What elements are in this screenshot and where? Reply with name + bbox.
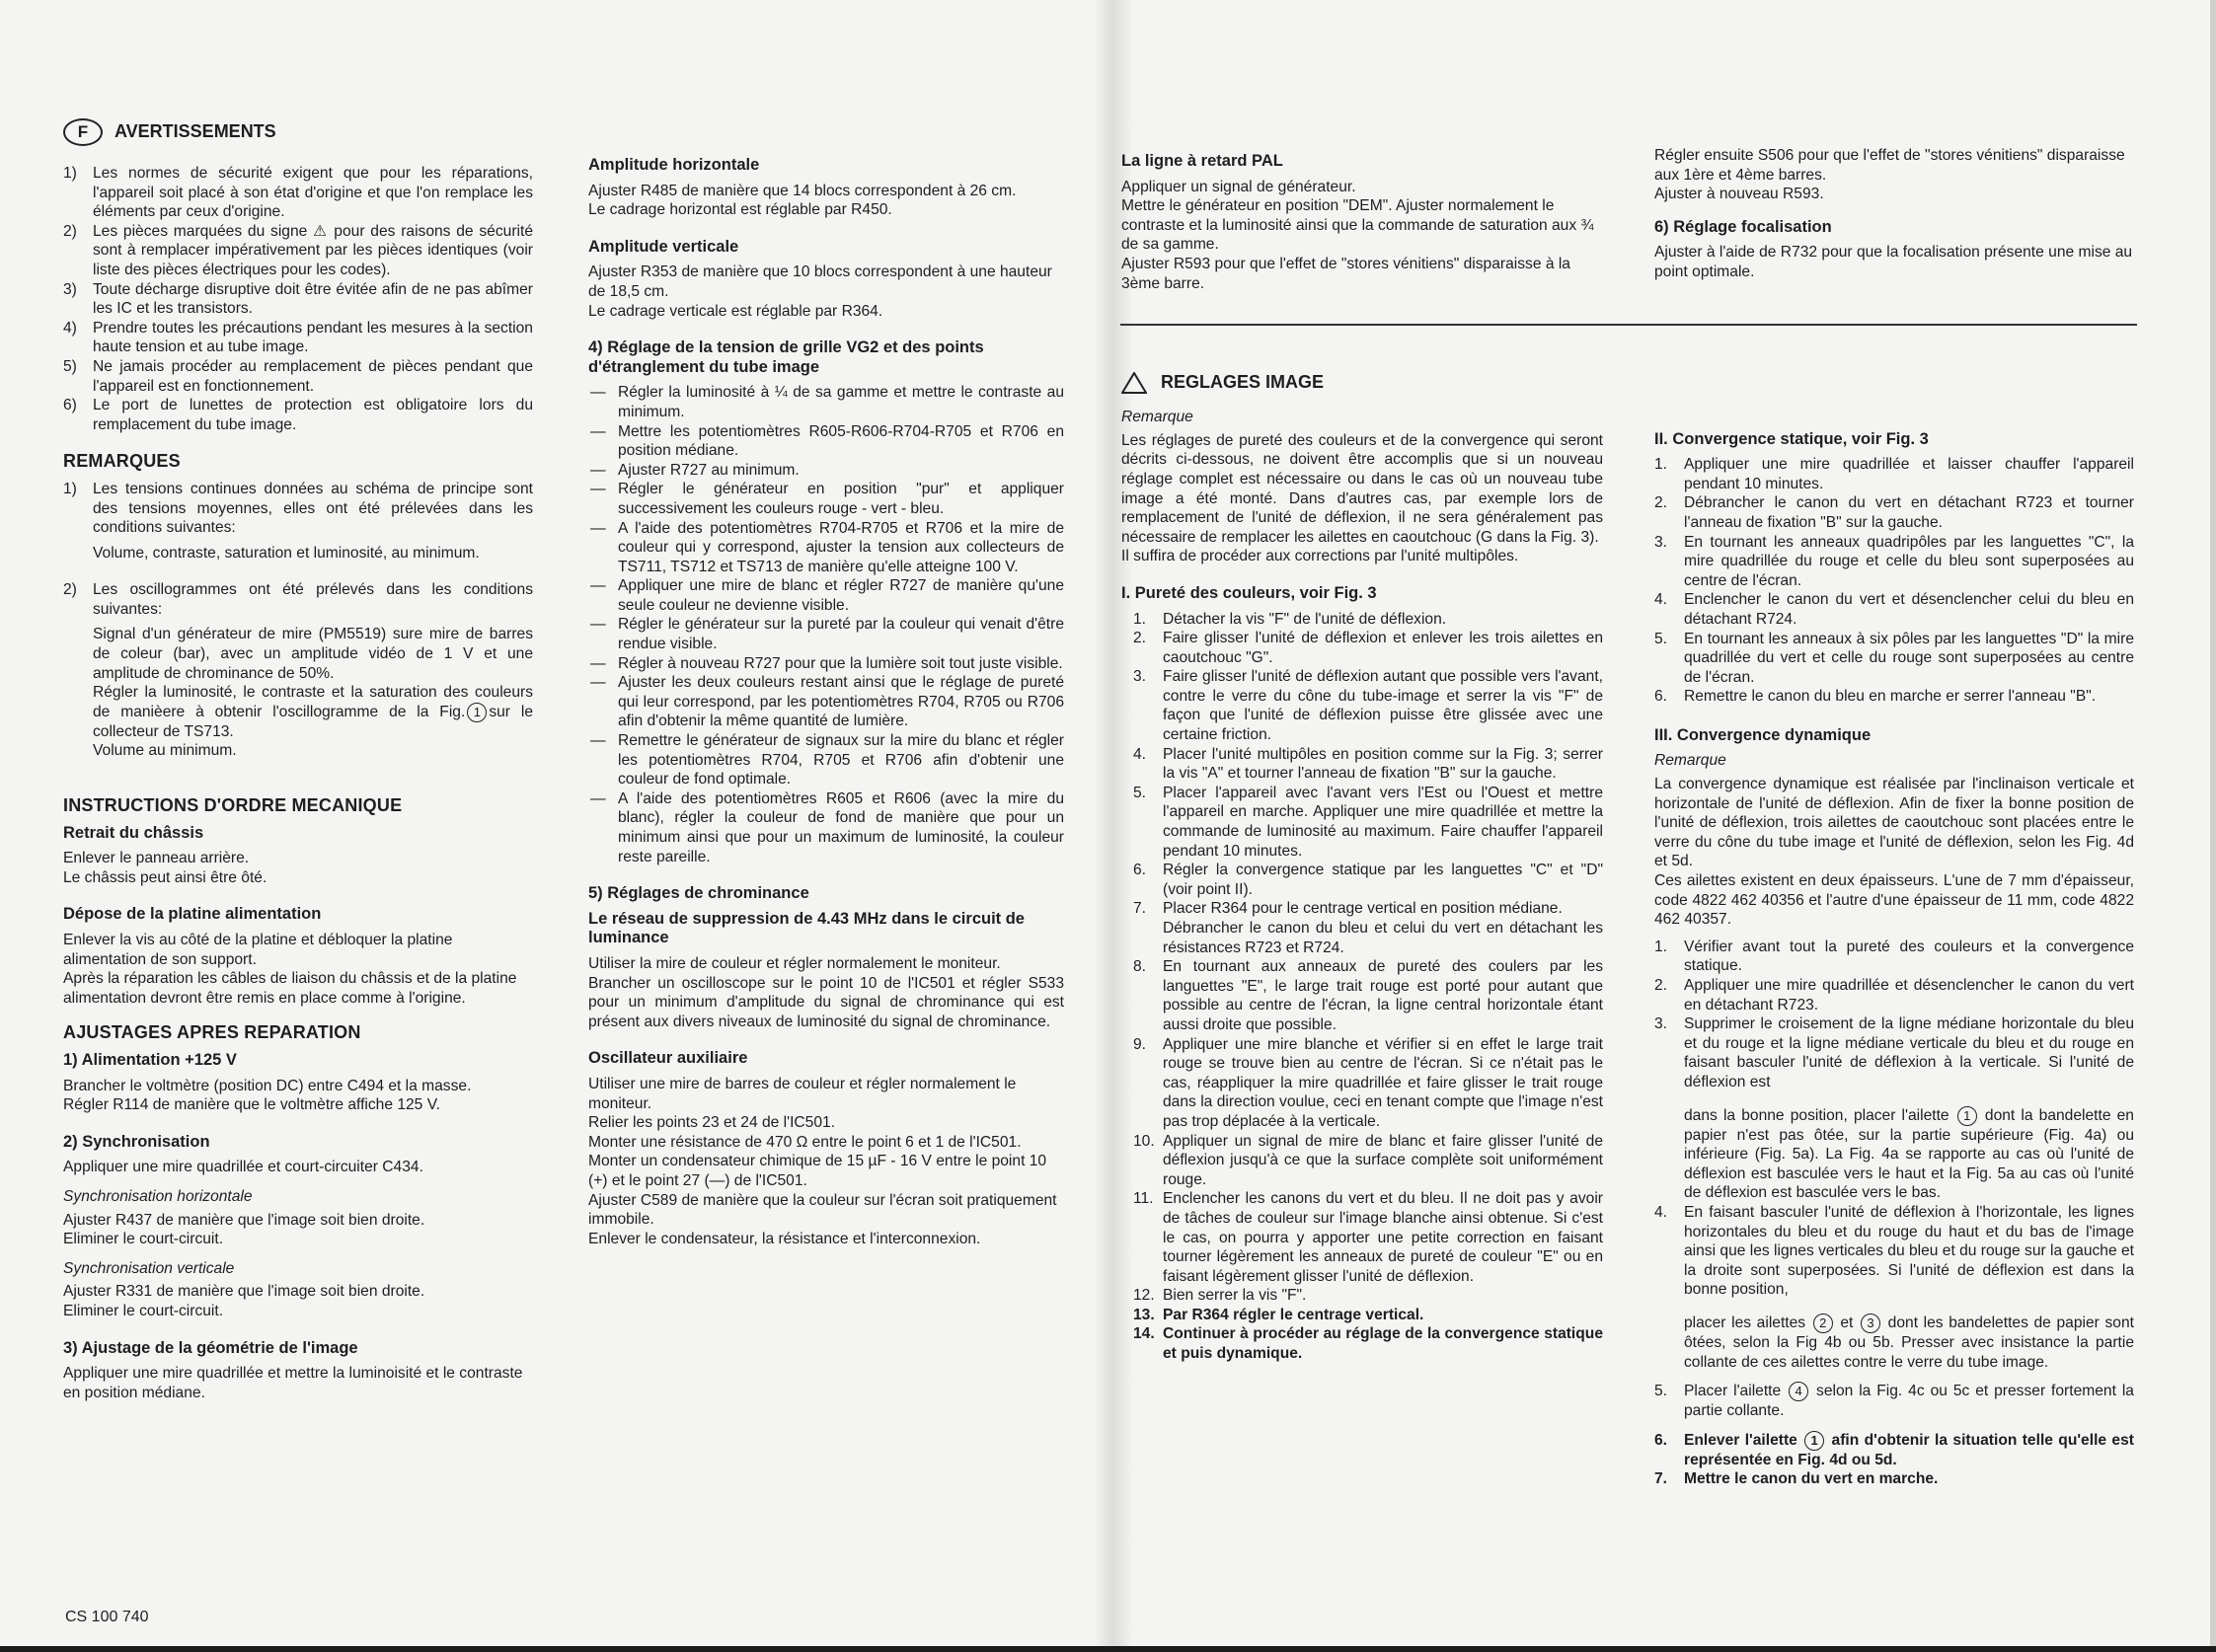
paragraph: Ajuster à l'aide de R732 pour que la focalisation présente une mise au point optimale. <box>1654 244 2133 280</box>
subsection-heading: La ligne à retard PAL <box>1121 152 1283 170</box>
list-item <box>63 580 533 761</box>
figure-marker: 1 <box>467 703 487 722</box>
item-number: 3. <box>1133 668 1147 686</box>
page-edge <box>2210 0 2216 1652</box>
list-item <box>1654 1014 2134 1203</box>
text-part: placer les ailettes <box>1684 1314 1806 1331</box>
item-number: 10. <box>1133 1132 1155 1150</box>
list-item <box>1654 455 2134 493</box>
item-text: Enclencher le canon du vert et désenclencher celui du bleu en détachant R724. <box>1684 591 2134 628</box>
list-item: — Régler à nouveau R727 pour que la lumière soit tout juste visible. <box>588 654 1064 674</box>
ailette-marker: 1 <box>1804 1431 1824 1451</box>
purity-steps-list <box>1121 610 1603 1364</box>
item-text: Prendre toutes les précautions pendant les mesures à la section haute tension et au tube image. <box>93 319 533 356</box>
vg2-steps-list <box>588 383 1064 866</box>
item-number: 5. <box>1654 1383 1668 1400</box>
item-text: Faire glisser l'unité de déflexion autant que possible vers l'avant, contre le verre du cône du tube-image et serrer la vis "F" de façon que l'unité de déflexion puisse être glissée avec une certaine friction. <box>1163 668 1603 744</box>
item-text: Placer R364 pour le centrage vertical en position médiane. Débrancher le canon du bleu et celui du vert en détachant les résistances R723 et R724. <box>1163 900 1603 956</box>
subsection-heading: II. Convergence statique, voir Fig. 3 <box>1654 429 1929 448</box>
item-number: 6. <box>1654 1431 1668 1449</box>
item-text <box>1684 1314 2134 1372</box>
note-label: Remarque <box>1121 409 1193 426</box>
item-number: 4. <box>1654 591 1668 609</box>
column-2 <box>588 156 1064 1256</box>
item-number: 2) <box>63 222 77 240</box>
item-text: Enclencher les canons du vert et du bleu. Il ne doit pas y avoir de tâches de couleur sur l'image blanche ainsi obtenue. Si c'est le cas, on pourra y apporter une petite correction en faisant tourner légèrement les anneaux de pureté de couleur "E" ou en faisant légèrement glisser l'unité de déflexion. <box>1163 1190 1603 1285</box>
item-text: Appliquer une mire blanche et vérifier si en effet le large trait rouge se trouve bien au centre de l'écran. Si ce n'était pas le cas, réappliquer la mire quadrillée et faire glisser le trait rouge dans la direction voulue, ceci en tenant compte que l'image n'est pas trop déplacée à la verticale. <box>1163 1035 1603 1130</box>
item-number: 12. <box>1133 1287 1155 1305</box>
text-part: selon la Fig. 4c ou 5c et presser fortement la partie collante. <box>1684 1383 2134 1420</box>
paragraph: Les réglages de pureté des couleurs et de la convergence qui seront décrits ci-dessous, ne doivent être accomplis que si un nouveau réglage complet est nécessaire ou dans le cas où un nouveau tube image a été monté. Dans d'autres cas, par exemple lors de remplacement de l'unité de déflexion, il ne sera généralement pas nécessaire de remplacer les ailettes en caoutchouc (G dans la Fig. 3). Il suffira de procéder aux corrections par l'unité multipôles. <box>1121 431 1603 565</box>
paragraph: Ajuster R353 de manière que 10 blocs correspondent à une hauteur de 18,5 cm. Le cadrage verticale est réglable par R364. <box>588 263 1052 320</box>
warning-triangle-icon <box>1121 372 1147 394</box>
paragraph: Ajuster R437 de manière que l'image soit bien droite. Eliminer le court-circuit. <box>63 1211 425 1248</box>
column-4 <box>1654 146 2134 1495</box>
item-number: 3) <box>63 280 77 298</box>
list-item <box>1133 899 1603 957</box>
paragraph: Régler ensuite S506 pour que l'effet de "stores vénitiens" disparaisse aux 1ère et 4ème barres. Ajuster à nouveau R593. <box>1654 147 2125 203</box>
document-code: CS 100 740 <box>65 1609 149 1625</box>
list-item: — A l'aide des potentiomètres R704-R705 et R706 et la mire de couleur qui y correspond, ajuster la tension aux collecteurs de TS711, TS712 et TS713 de manière qu'elle atteigne 100 V. <box>588 519 1064 577</box>
remark-text: Volume, contraste, saturation et luminosité, au minimum. <box>93 544 480 562</box>
item-text: Vérifier avant tout la pureté des couleurs et la convergence statique. <box>1684 938 2134 975</box>
warnings-title: AVERTISSEMENTS <box>115 120 276 141</box>
list-item <box>1654 630 2134 688</box>
subsection-heading: Amplitude horizontale <box>588 156 760 174</box>
item-number: 4. <box>1133 745 1147 763</box>
item-number: 4) <box>63 319 77 337</box>
list-item <box>1654 938 2134 976</box>
item-text: En tournant les anneaux quadripôles par les languettes "C", la mire quadrillée du rouge et celle du bleu sont superposées au centre de l'écran. <box>1684 533 2134 589</box>
ailette-marker: 2 <box>1813 1314 1833 1333</box>
item-text: Bien serrer la vis "F". <box>1163 1287 1307 1305</box>
item-text: Appliquer une mire quadrillée et laisser chauffer l'appareil pendant 10 minutes. <box>1684 456 2134 492</box>
list-item <box>1133 1189 1603 1286</box>
list-item <box>1654 533 2134 591</box>
warnings-heading <box>63 118 533 146</box>
list-item <box>63 480 533 563</box>
subsection-heading: III. Convergence dynamique <box>1654 725 1872 744</box>
remark-text: Signal d'un générateur de mire (PM5519) sure mire de barres de coleur (bar), avec un amplitude vidéo de 1 V et une amplitude de chrominance de 50%. <box>93 626 533 682</box>
list-item <box>63 396 533 434</box>
item-text: Placer l'appareil avec l'avant vers l'Est ou l'Ouest et mettre l'appareil en marche. Appliquer une mire quadrillée et mettre la commande de luminosité au maximum. Faire chauffer l'appareil pendant 10 minutes. <box>1163 784 1603 860</box>
item-text: Le port de lunettes de protection est obligatoire lors du remplacement du tube image. <box>93 397 533 433</box>
text-part: Placer l'ailette <box>1684 1383 1782 1400</box>
paragraph: Brancher le voltmètre (position DC) entre C494 et la masse. Régler R114 de manière que le voltmètre affiche 125 V. <box>63 1077 472 1114</box>
item-text: Appliquer une mire quadrillée et désenclencher le canon du vert en détachant R723. <box>1684 977 2134 1014</box>
list-item <box>1654 590 2134 629</box>
ailette-marker: 1 <box>1957 1106 1977 1126</box>
subsection-heading: Amplitude verticale <box>588 237 739 256</box>
item-number: 1) <box>63 480 77 497</box>
item-number: 2. <box>1654 494 1668 512</box>
item-number: 2. <box>1133 630 1147 647</box>
item-text: En faisant basculer l'unité de déflexion à l'horizontale, les lignes horizontales du bleu et du rouge du haut et du bas de l'image ainsi que les lignes verticales du bleu et du rouge sur la gauche et la droite sont superposées. Si l'unité de déflexion est dans la bonne position, <box>1684 1203 2134 1299</box>
item-text: Toute décharge disruptive doit être évitée afin de ne pas abîmer les IC et les transistors. <box>93 280 533 318</box>
subsection-heading: Dépose de la platine alimentation <box>63 905 322 924</box>
item-text: Continuer à procéder au réglage de la convergence statique et puis dynamique. <box>1163 1325 1603 1363</box>
item-text: Ne jamais procéder au remplacement de pièces pendant que l'appareil est en fonctionnement. <box>93 357 533 395</box>
item-number: 11. <box>1133 1190 1154 1208</box>
text-part: et <box>1840 1314 1854 1331</box>
list-item <box>1133 1035 1603 1132</box>
item-number: 6. <box>1133 862 1147 879</box>
list-item <box>1133 745 1603 784</box>
subsection-heading: Synchronisation verticale <box>63 1259 235 1277</box>
list-item: — Remettre le générateur de signaux sur la mire du blanc et régler les potentiomètres R704, R705 et R706 afin d'obtenir une couleur de fond optimale. <box>588 731 1064 789</box>
item-text <box>1684 1106 2134 1203</box>
paragraph: Appliquer un signal de générateur. Mettre le générateur en position "DEM". Ajuster normalement le contraste et la luminosité ainsi que la commande de saturation aux ¾ de sa gamme. Ajuster R593 pour que l'effet de "stores vénitiens" disparaisse à la 3ème barre. <box>1121 178 1594 292</box>
item-number: 14. <box>1133 1325 1155 1343</box>
subsection-heading: 6) Réglage focalisation <box>1654 217 1832 236</box>
ailette-marker: 3 <box>1861 1314 1880 1333</box>
subsection-heading: Retrait du châssis <box>63 823 204 842</box>
static-convergence-list <box>1654 455 2134 707</box>
column-3 <box>1121 152 1603 1370</box>
item-text: Les normes de sécurité exigent que pour les réparations, l'appareil soit placé à son état d'origine et que l'on remplace les éléments par ceux d'origine. <box>93 165 533 221</box>
paragraph: Appliquer une mire quadrillée et court-circuiter C434. <box>63 1159 423 1176</box>
list-item <box>63 319 533 357</box>
item-text: Débrancher le canon du vert en détachant R723 et tourner l'anneau de fixation "B" sur la gauche. <box>1684 494 2134 531</box>
text-part: dans la bonne position, placer l'ailette <box>1684 1106 1949 1124</box>
item-text: Faire glisser l'unité de déflexion et enlever les trois ailettes en caoutchouc "G". <box>1163 630 1603 666</box>
list-item <box>1654 1469 2134 1489</box>
list-item <box>1654 1203 2134 1372</box>
list-item: — Régler la luminosité à ¼ de sa gamme et mettre le contraste au minimum. <box>588 383 1064 421</box>
item-text: Mettre le canon du vert en marche. <box>1684 1470 1939 1488</box>
list-item: — Ajuster R727 au minimum. <box>588 461 1064 481</box>
subsection-heading: I. Pureté des couleurs, voir Fig. 3 <box>1121 583 1377 602</box>
paragraph: Enlever le panneau arrière. Le châssis peut ainsi être ôté. <box>63 850 267 886</box>
remark-text: Les oscillogrammes ont été prélevés dans les conditions suivantes: <box>93 581 533 618</box>
item-number: 1. <box>1654 456 1668 474</box>
item-text: Placer l'unité multipôles en position comme sur la Fig. 3; serrer la vis "A" et tourner l'anneau de fixation "B" sur la gauche. <box>1163 745 1603 783</box>
item-number: 3. <box>1654 533 1668 551</box>
adjustments-heading: AJUSTAGES APRES REPARATION <box>63 1022 361 1043</box>
list-item <box>1133 784 1603 861</box>
list-item <box>63 164 533 222</box>
item-number: 1) <box>63 165 77 182</box>
list-item <box>1133 629 1603 667</box>
list-item <box>63 357 533 396</box>
section-title: REGLAGES IMAGE <box>1161 371 1325 392</box>
dynamic-convergence-list <box>1654 938 2134 1489</box>
list-item <box>1654 493 2134 532</box>
remark-text-part: Régler la luminosité, le contraste et la saturation des couleurs de manièere à obtenir l'oscillogramme de la Fig. <box>93 684 533 720</box>
list-item: — Mettre les potentiomètres R605-R606-R704-R705 et R706 en position médiane. <box>588 422 1064 461</box>
item-number: 5. <box>1133 784 1147 801</box>
list-item: — Régler le générateur sur la pureté par la couleur qui venait d'être rendue visible. <box>588 615 1064 653</box>
list-item <box>1133 667 1603 744</box>
remark-text: Les tensions continues données au schéma de principe sont des tensions moyennes, elles ont été prélevées dans les conditions suivantes: <box>93 480 533 537</box>
item-number: 3. <box>1654 1015 1668 1033</box>
list-item: — Régler le générateur en position "pur" et appliquer successivement les couleurs rouge - vert - bleu. <box>588 480 1064 518</box>
list-item <box>1133 1306 1603 1325</box>
paragraph: Utiliser une mire de barres de couleur et régler normalement le moniteur. Relier les points 23 et 24 de l'IC501. Monter une résistance de 470 Ω entre le point 6 et 1 de l'IC501. Monter un condensateur chimique de 15 µF - 16 V entre le point 10 (+) et le point 27 (—) de l'IC501. Ajuster C589 de manière que la couleur sur l'écran soit pratiquement immobile. Enlever le condensateur, la résistance et l'interconnexion. <box>588 1075 1057 1247</box>
remarks-list <box>63 480 533 761</box>
list-item: — A l'aide des potentiomètres R605 et R606 (avec la mire du blanc), régler la couleur de fond de manière que pour un minimum ainsi que pour un maximum de luminosité, la couleur reste pareille. <box>588 789 1064 866</box>
subsection-heading: 3) Ajustage de la géométrie de l'image <box>63 1338 358 1357</box>
list-item <box>1654 1382 2134 1421</box>
item-number: 9. <box>1133 1035 1147 1053</box>
list-item <box>1133 610 1603 630</box>
item-number: 2. <box>1654 977 1668 994</box>
item-text: Remettre le canon du bleu en marche er serrer l'anneau "B". <box>1684 688 2097 706</box>
list-item <box>1133 1132 1603 1190</box>
list-item <box>63 280 533 319</box>
remarks-heading: REMARQUES <box>63 451 181 472</box>
item-text: Détacher la vis "F" de l'unité de déflexion. <box>1163 610 1447 628</box>
remark-text-part: sur le collecteur de TS713. <box>93 703 533 740</box>
item-text: Appliquer un signal de mire de blanc et faire glisser l'unité de déflexion jusqu'à ce que la surface complète soit uniformément rouge. <box>1163 1132 1603 1188</box>
column-1 <box>63 118 533 1410</box>
subsection-heading: 5) Réglages de chrominance <box>588 884 809 903</box>
item-text: En tournant aux anneaux de pureté des coulers par les languettes "E", le large trait rouge est porté pour autant que possible au centre de l'écran, la ligne central horizontale étant aussi droite que possible. <box>1163 958 1603 1033</box>
item-text: Supprimer le croisement de la ligne médiane horizontale du bleu et du rouge et la ligne médiane verticale du bleu et du rouge en faisant basculer l'unité de déflexion à la verticale. Si l'unité de déflexion est <box>1684 1015 2134 1090</box>
item-number: 1. <box>1654 938 1668 955</box>
item-text: En tournant les anneaux à six pôles par les languettes "D" la mire quadrillée du vert et celle du rouge sont superposées au centre de l'écran. <box>1684 630 2134 686</box>
list-item: — Ajuster les deux couleurs restant ainsi que le réglage de pureté qui leur correspond, par les potentiomètres R704, R705 ou R706 afin d'obtenir la même quantité de lumière. <box>588 673 1064 731</box>
ailette-marker: 4 <box>1789 1382 1808 1401</box>
item-number: 5) <box>63 357 77 375</box>
text-part: dont les bandelettes de papier sont ôtées, selon la Fig 4b ou 5b. Presser avec insistance la partie collante de ces ailettes contre le verre du tube image. <box>1684 1314 2134 1371</box>
item-number: 1. <box>1133 610 1147 628</box>
list-item <box>1133 1324 1603 1363</box>
item-number: 2) <box>63 581 77 599</box>
warnings-list <box>63 164 533 434</box>
item-text: Les pièces marquées du signe ⚠ pour des raisons de sécurité sont à remplacer impérativement par les pièces identiques (voir liste des pièces électriques pour les codes). <box>93 222 533 278</box>
remark-text: Volume au minimum. <box>93 742 237 760</box>
paragraph: Enlever la vis au côté de la platine et débloquer la platine alimentation de son support. Après la réparation les câbles de liaison du châssis et de la platine alimentation devront être remis en place comme à l'origine. <box>63 932 517 1007</box>
item-number: 7. <box>1133 900 1147 918</box>
item-number: 4. <box>1654 1203 1668 1221</box>
remark-text <box>93 683 533 741</box>
text-part: Enlever l'ailette <box>1684 1431 1797 1449</box>
item-number: 6) <box>63 397 77 414</box>
list-item <box>1654 976 2134 1014</box>
subsection-heading: Oscillateur auxiliaire <box>588 1049 748 1068</box>
subsection-heading: 1) Alimentation +125 V <box>63 1050 237 1069</box>
paragraph: Utiliser la mire de couleur et régler normalement le moniteur. Brancher un oscilloscope sur le point 10 de l'IC501 et régler S533 pour un minimum d'amplitude du signal de chrominance qui est présent aux divers niveaux de luminosité du signal de chrominance. <box>588 954 1064 1030</box>
language-badge: F <box>63 118 103 146</box>
paragraph: La convergence dynamique est réalisée par l'inclinaison verticale et horizontale de l'unité de déflexion. Afin de fixer la bonne position de l'unité de déflexion, trois ailettes de caoutchouc sont placées entre le verre du cône du tube image et l'unité de déflexion, selon les Fig. 4d et 5d. Ces ailettes existent en deux épaisseurs. L'une de 7 mm d'épaisseur, code 4822 462 40356 et l'autre d'une épaisseur de 11 mm, code 4822 462 40357. <box>1654 776 2134 929</box>
item-number: 6. <box>1654 688 1668 706</box>
subsection-heading: Synchronisation horizontale <box>63 1187 253 1205</box>
paragraph: Appliquer une mire quadrillée et mettre la luminoisité et le contraste en position médiane. <box>63 1365 523 1401</box>
text-part: dont la bandelette en papier n'est pas ôtée, sur la partie supérieure (Fig. 4a) ou inférieure (Fig. 5a). La Fig. 4a se rapporte au cas où l'unité de déflexion est basculée vers le haut et la Fig. 5a au cas où l'unité de déflexion est basculée vers le bas. <box>1684 1106 2134 1202</box>
list-item <box>1133 1286 1603 1306</box>
subsection-heading: 4) Réglage de la tension de grille VG2 et des points d'étranglement du tube image <box>588 338 984 376</box>
list-item <box>1133 957 1603 1034</box>
paragraph: Ajuster R485 de manière que 14 blocs correspondent à 26 cm. Le cadrage horizontal est réglable par R450. <box>588 182 1017 219</box>
list-item <box>1654 1431 2134 1470</box>
item-number: 13. <box>1133 1306 1155 1323</box>
item-text: Par R364 régler le centrage vertical. <box>1163 1306 1424 1323</box>
paragraph: Ajuster R331 de manière que l'image soit bien droite. Eliminer le court-circuit. <box>63 1283 425 1319</box>
item-number: 8. <box>1133 958 1147 976</box>
item-number: 7. <box>1654 1470 1668 1488</box>
list-item <box>1133 861 1603 899</box>
image-settings-heading <box>1121 372 1603 394</box>
mechanical-heading: INSTRUCTIONS D'ORDRE MECANIQUE <box>63 795 403 816</box>
list-item <box>63 222 533 280</box>
list-item: — Appliquer une mire de blanc et régler R727 de manière qu'une seule couleur ne devienne visible. <box>588 576 1064 615</box>
subsection-heading: Le réseau de suppression de 4.43 MHz dans le circuit de luminance <box>588 909 1025 947</box>
scan-edge <box>0 1646 2216 1652</box>
item-text: Régler la convergence statique par les languettes "C" et "D" (voir point II). <box>1163 862 1603 898</box>
text-part: afin d'obtenir la situation telle qu'elle est représentée en Fig. 4d ou 5d. <box>1684 1431 2134 1468</box>
subsection-heading: 2) Synchronisation <box>63 1132 210 1151</box>
item-number: 5. <box>1654 630 1668 647</box>
note-label: Remarque <box>1654 752 1726 770</box>
list-item <box>1654 687 2134 707</box>
